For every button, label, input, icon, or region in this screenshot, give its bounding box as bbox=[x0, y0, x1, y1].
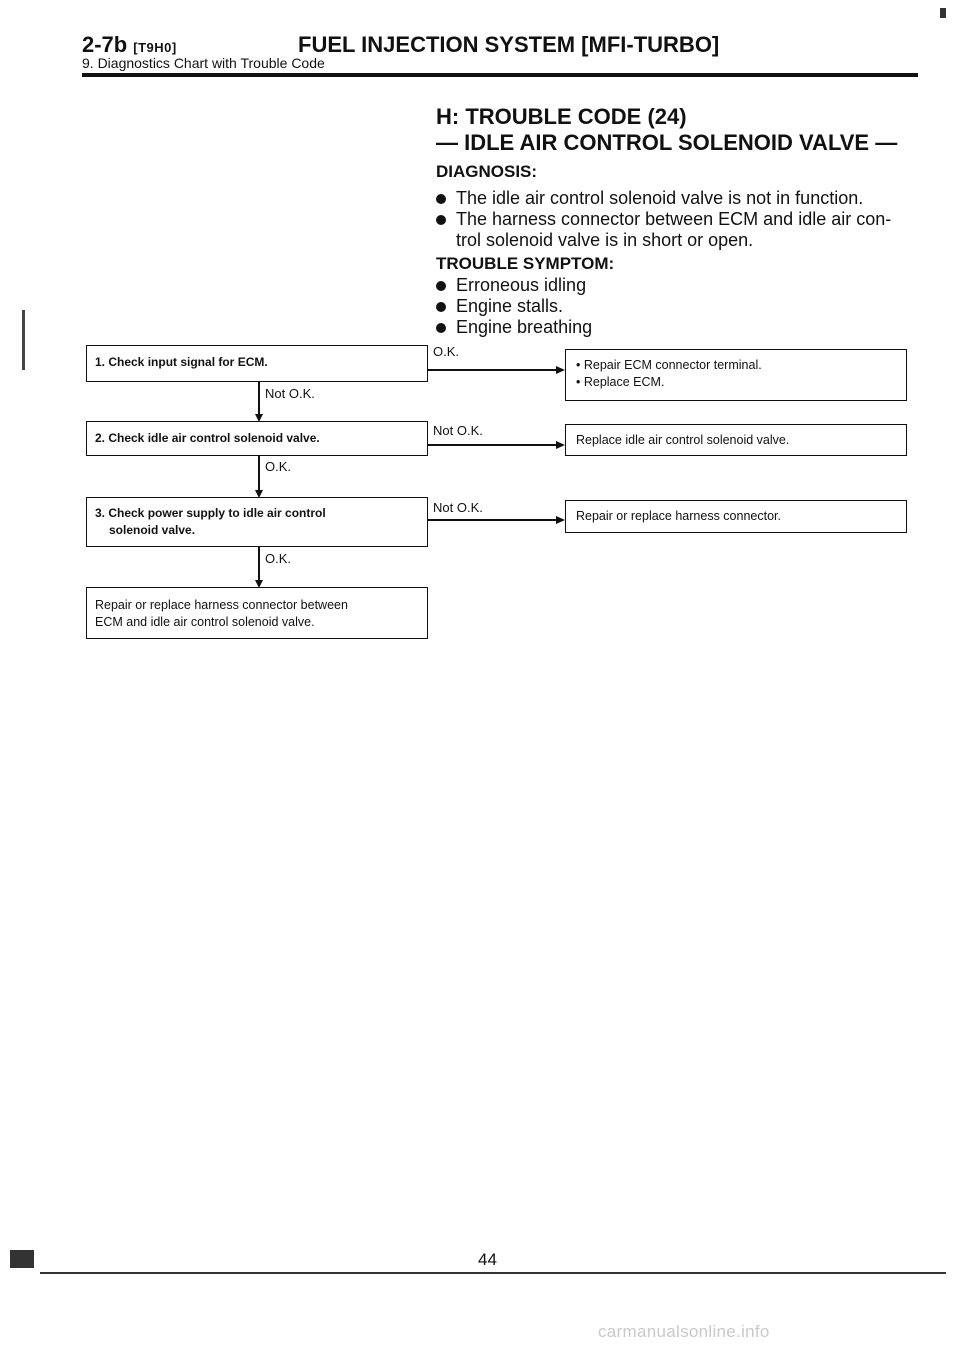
arrow-right-icon bbox=[556, 516, 565, 524]
result-line: Replace idle air control solenoid valve. bbox=[576, 433, 790, 447]
trouble-code-heading: H: TROUBLE CODE (24) bbox=[436, 104, 687, 129]
step2-ok-label: O.K. bbox=[265, 459, 292, 474]
connector-line bbox=[258, 382, 260, 418]
step3-ok-label: O.K. bbox=[265, 551, 292, 566]
header-rule bbox=[82, 73, 918, 77]
step1-box bbox=[86, 345, 428, 382]
scan-mark bbox=[940, 8, 946, 18]
connector-line bbox=[428, 369, 558, 371]
symptom-item: Engine breathing bbox=[436, 317, 592, 338]
step1-ok-label: O.K. bbox=[433, 344, 460, 359]
step1-not-ok-label: Not O.K. bbox=[265, 386, 315, 401]
final-text: ECM and idle air control solenoid valve. bbox=[95, 615, 315, 629]
page-title: FUEL INJECTION SYSTEM [MFI-TURBO] bbox=[298, 32, 720, 57]
scan-mark bbox=[10, 1250, 34, 1268]
diagnosis-item: The idle air control solenoid valve is not in function. bbox=[436, 188, 863, 209]
step3-result-box bbox=[565, 500, 907, 533]
component-heading: — IDLE AIR CONTROL SOLENOID VALVE — bbox=[436, 130, 898, 155]
step3-text: solenoid valve. bbox=[109, 523, 196, 537]
diagnosis-item: The harness connector between ECM and idle air con- bbox=[436, 209, 891, 230]
result-line: • Repair ECM connector terminal. bbox=[576, 358, 762, 372]
connector-line bbox=[258, 456, 260, 494]
symptom-item: Engine stalls. bbox=[436, 296, 563, 317]
step3-box bbox=[86, 497, 428, 547]
diagnosis-heading: DIAGNOSIS: bbox=[436, 162, 538, 181]
scan-mark bbox=[22, 310, 25, 370]
step2-not-ok-label: Not O.K. bbox=[433, 423, 483, 438]
step3-text: 3. Check power supply to idle air control bbox=[95, 506, 326, 520]
section-code-text: 2-7b bbox=[82, 32, 128, 57]
step1-ok-result-box bbox=[565, 349, 907, 401]
section-id: [T9H0] bbox=[133, 40, 177, 55]
result-line: Repair or replace harness connector. bbox=[576, 509, 781, 523]
step2-result-box bbox=[565, 424, 907, 456]
arrow-right-icon bbox=[556, 366, 565, 374]
page-subtitle: 9. Diagnostics Chart with Trouble Code bbox=[82, 55, 325, 71]
final-text: Repair or replace harness connector between bbox=[95, 598, 348, 612]
final-action-box bbox=[86, 587, 428, 639]
step1-text: 1. Check input signal for ECM. bbox=[95, 355, 268, 369]
footer-rule bbox=[40, 1272, 946, 1274]
diagnosis-item-continued: trol solenoid valve is in short or open. bbox=[456, 230, 754, 250]
connector-line bbox=[428, 519, 558, 521]
result-line: • Replace ECM. bbox=[576, 375, 665, 389]
page-number: 44 bbox=[478, 1250, 497, 1269]
arrow-right-icon bbox=[556, 441, 565, 449]
connector-line bbox=[428, 444, 558, 446]
symptom-item: Erroneous idling bbox=[436, 275, 586, 296]
symptom-heading: TROUBLE SYMPTOM: bbox=[436, 254, 615, 273]
connector-line bbox=[258, 547, 260, 584]
watermark: carmanualsonline.info bbox=[598, 1322, 770, 1341]
step2-text: 2. Check idle air control solenoid valve. bbox=[95, 431, 320, 445]
step2-box bbox=[86, 421, 428, 456]
step3-not-ok-label: Not O.K. bbox=[433, 500, 483, 515]
